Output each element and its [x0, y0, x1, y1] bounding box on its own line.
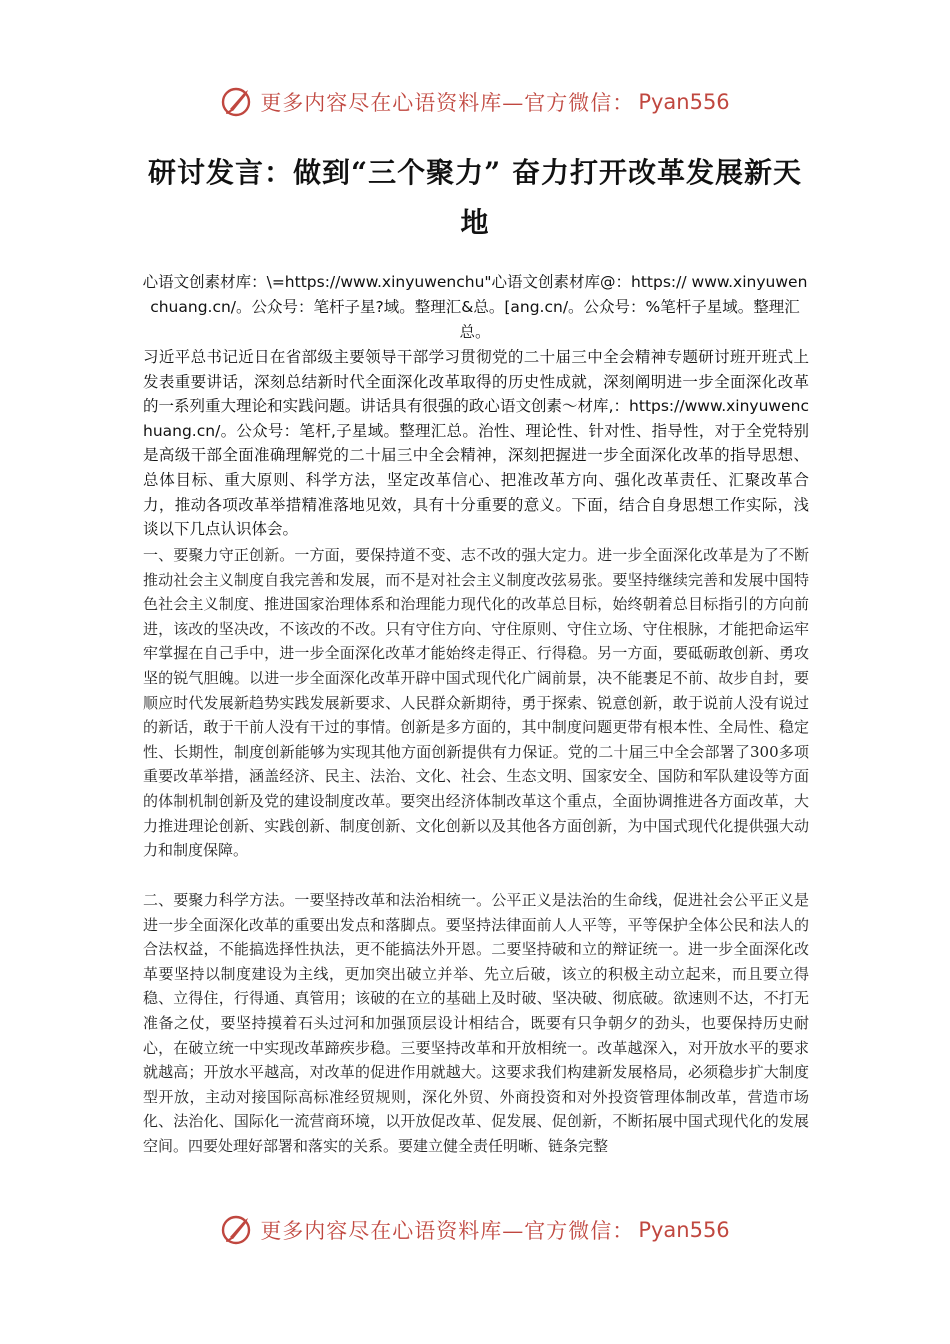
banner-wechat-id: Pyan556: [638, 1218, 730, 1242]
paragraph-1: 一、要聚力守正创新。一方面，要保持道不变、志不改的强大定力。进一步全面深化改革是为了不断推动社会主义制度自我完善和发展，而不是对社会主义制度改弦易张。要坚持继续完善和发展中国特色社会主义制度、推进国家治理体系和治理能力现代化的改革总目标，始终朝着总目标指引的方向前进，该改的坚决改，不该改的不改。只有守住方向、守住原则、守住立场、守住根脉，才能把命运牢牢掌握在自己手中，进一步全面深化改革才能始终走得正、行得稳。另一方面，要砥砺敢创新、勇攻坚的锐气胆魄。以进一步全面深化改革开辟中国式现代化广阔前景，决不能裹足不前、故步自封，要顺应时代发展新趋势实践发展新要求、人民群众新期待，勇于探索、锐意创新，敢于说前人没有说过的新话，敢于干前人没有干过的事情。创新是多方面的，其中制度问题更带有根本性、全局性、稳定性、长期性，制度创新能够为实现其他方面创新提供有力保证。党的二十届三中全会部署了300多项重要改革举措，涵盖经济、民主、法治、文化、社会、生态文明、国家安全、国防和军队建设等方面的体制机制创新及党的建设制度改革。要突出经济体制改革这个重点，全面协调推进各方面改革，大力推进理论创新、实践创新、制度创新、文化创新以及其他各方面创新，为中国式现代化提供强大动力和制度保障。: [143, 546, 809, 860]
intro-paragraph: 习近平总书记近日在省部级主要领导干部学习贯彻党的二十届三中全会精神专题研讨班开班式上发表重要讲话，深刻总结新时代全面深化改革取得的历史性成就，深刻阐明进一步全面深化改革的一系列重大理论和实践问题。讲话具有很强的政心语文创素～材库,：https://www.xinyuwenchuang.cn/。公众号：笔杆,子星域。整理汇总。治性、理论性、针对性、指导性，对于全党特别是高级干部全面准确理解党的二十届三中全会精神，深刻把握进一步全面深化改革的指导思想、总体目标、重大原则、科学方法，坚定改革信心、把准改革方向、强化改革责任、汇聚改革合力，推动各项改革举措精准落地见效，具有十分重要的意义。下面，结合自身思想工作实际，浅谈以下几点认识体会。: [143, 348, 809, 539]
banner-text: 更多内容尽在心语资料库—官方微信：: [260, 91, 635, 115]
header-banner: [0, 82, 950, 122]
document-title: 研讨发言：做到“三个聚力” 奋力打开改革发展新天地: [148, 156, 802, 239]
source-line: 心语文创素材库：\=https://www.xinyuwenchu"心语文创素材库@：https:// www.xinyuwenchuang.cn/。公众号：笔杆子星?域。整理汇&总。[ang.cn/。公众号：%笔杆子星域。整理汇总。: [142, 273, 808, 341]
quill-logo-icon: [220, 84, 256, 120]
footer-banner: [0, 1210, 950, 1250]
paragraph-2: 二、要聚力科学方法。一要坚持改革和法治相统一。公平正义是法治的生命线，促进社会公平正义是进一步全面深化改革的重要出发点和落脚点。要坚持法律面前人人平等，平等保护全体公民和法人的合法权益，不能搞选择性执法，更不能搞法外开恩。二要坚持破和立的辩证统一。进一步全面深化改革要坚持以制度建设为主线，更加突出破立并举、先立后破，该立的积极主动立起来，而且要立得稳、立得住，行得通、真管用；该破的在立的基础上及时破、坚决破、彻底破。欲速则不达，不打无准备之仗，要坚持摸着石头过河和加强顶层设计相结合，既要有只争朝夕的劲头，也要保持历史耐心，在破立统一中实现改革蹄疾步稳。三要坚持改革和开放相统一。改革越深入，对开放水平的要求就越高；开放水平越高，对改革的促进作用就越大。这要求我们构建新发展格局，必须稳步扩大制度型开放，主动对接国际高标准经贸规则，深化外贸、外商投资和对外投资管理体制改革，营造市场化、法治化、国际化一流营商环境，以开放促改革、促发展、促创新，不断拓展中国式现代化的发展空间。四要处理好部署和落实的关系。要建立健全责任明晰、链条完整: [143, 891, 809, 1155]
banner-text: 更多内容尽在心语资料库—官方微信：: [260, 1219, 635, 1243]
banner-wechat-id: Pyan556: [638, 90, 730, 114]
quill-logo-icon: [220, 1212, 256, 1248]
